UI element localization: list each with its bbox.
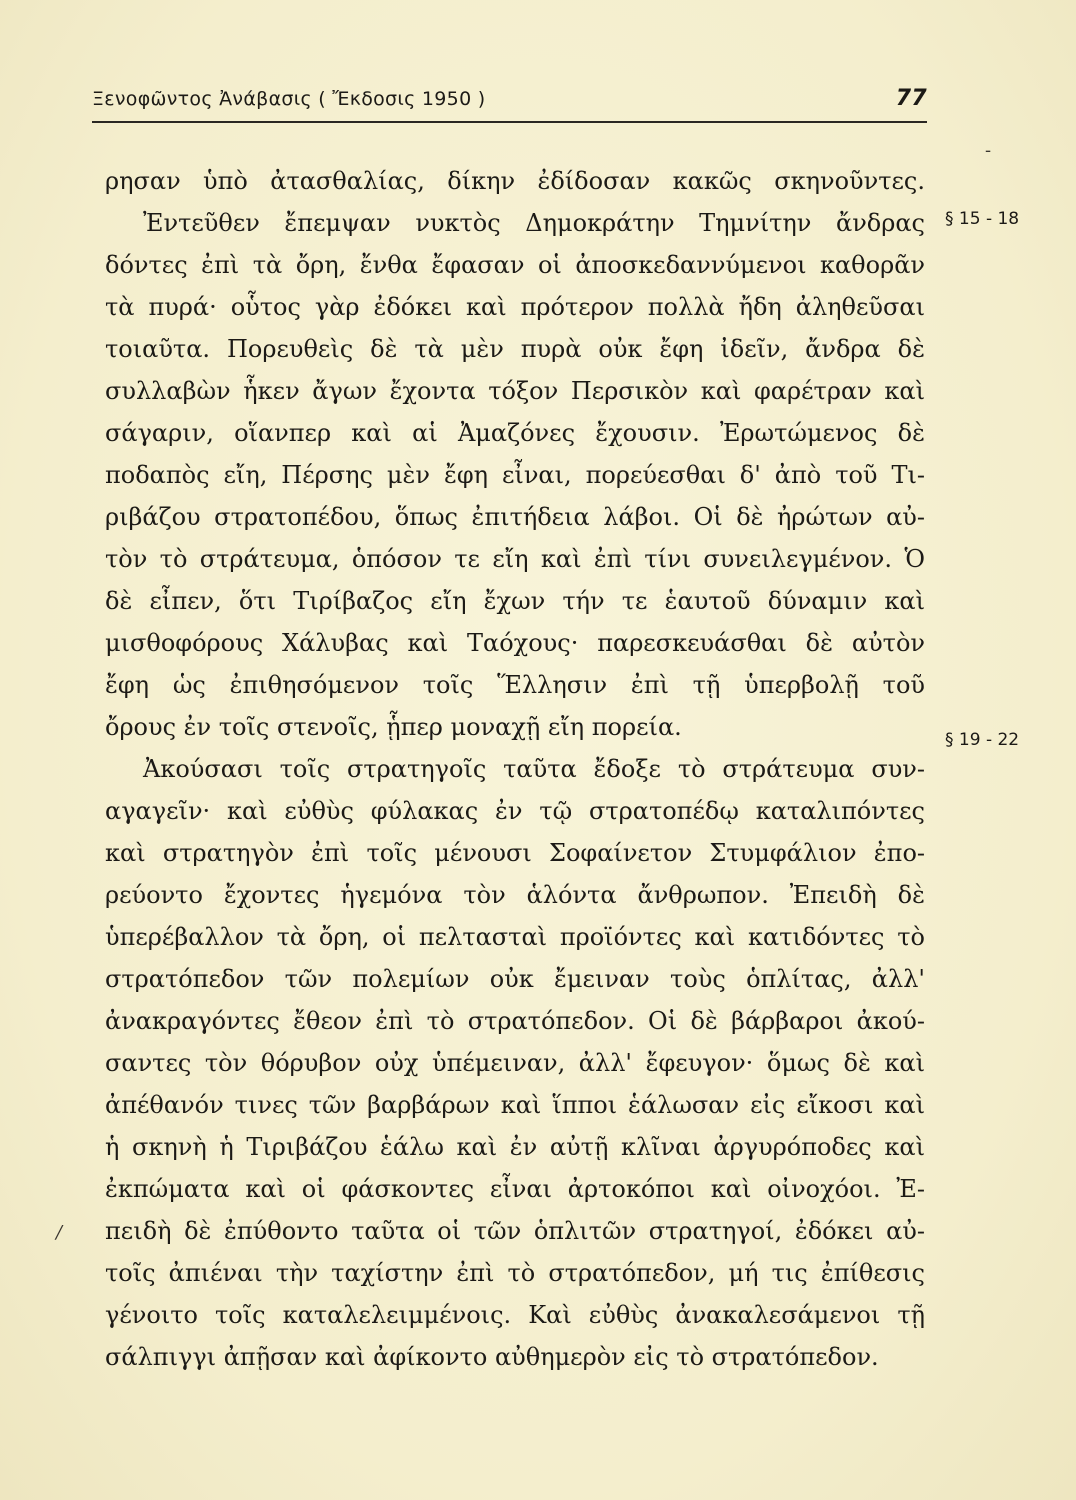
text-line: δόντες ἐπὶ τὰ ὄρη, ἔνθα ἔφασαν οἱ ἀποσκεδαννύμενοι καθορᾶν [105,251,925,279]
text-line: ὑπερέβαλλον τὰ ὄρη, οἱ πελτασταὶ προϊόντες καὶ κατιδόντες τὸ [105,923,925,951]
text-line: γένοιτο τοῖς καταλελειμμένοις. Καὶ εὐθὺς ἀνακαλεσάμενοι τῇ [105,1301,925,1329]
text-line: Ἐντεῦθεν ἔπεμψαν νυκτὸς Δημοκράτην Τημνίτην ἄνδρας [143,209,925,237]
text-line: Ἀκούσασι τοῖς στρατηγοῖς ταῦτα ἔδοξε τὸ στράτευμα συν- [143,755,925,783]
text-line: ἀνακραγόντες ἔθεον ἐπὶ τὸ στρατόπεδον. Οἱ δὲ βάρβαροι ἀκού- [105,1007,925,1035]
text-line: πειδὴ δὲ ἐπύθοντο ταῦτα οἱ τῶν ὁπλιτῶν στρατηγοί, ἐδόκει αὐ- [105,1217,925,1245]
text-line: τοῖς ἀπιέναι τὴν ταχίστην ἐπὶ τὸ στρατόπεδον, μή τις ἐπίθεσις [105,1259,925,1287]
text-line: ρησαν ὑπὸ ἀτασθαλίας, δίκην ἐδίδοσαν κακῶς σκηνοῦντες. [105,167,925,195]
text-line: ποδαπὸς εἴη, Πέρσης μὲν ἔφη εἶναι, πορεύεσθαι δ' ἀπὸ τοῦ Τι- [105,461,925,489]
text-line: ἔφη ὡς ἐπιθησόμενον τοῖς Ἕλλησιν ἐπὶ τῇ ὑπερβολῇ τοῦ [105,671,925,699]
margin-note-section-19-22: § 19 - 22 [945,730,1020,750]
text-line: σαντες τὸν θόρυβον οὐχ ὑπέμειναν, ἀλλ' ἔφευγον· ὅμως δὲ καὶ [105,1049,925,1077]
text-line: ὄρους ἐν τοῖς στενοῖς, ᾗπερ μοναχῇ εἴη πορεία. [105,713,682,741]
text-line: ρεύοντο ἔχοντες ἡγεμόνα τὸν ἁλόντα ἄνθρωπον. Ἐπειδὴ δὲ [105,881,925,909]
text-line: τὸν τὸ στράτευμα, ὁπόσον τε εἴη καὶ ἐπὶ τίνι συνειλεγμένον. Ὁ [105,545,925,573]
header-rule [92,121,927,123]
text-line: ριβάζου στρατοπέδου, ὅπως ἐπιτήδεια λάβοι. Οἱ δὲ ἠρώτων αὐ- [105,503,925,531]
margin-note-section-15-18: § 15 - 18 [945,209,1020,229]
stray-left-mark: / [56,1222,63,1243]
text-line: τὰ πυρά· οὗτος γὰρ ἐδόκει καὶ πρότερον πολλὰ ἤδη ἀληθεῦσαι [105,293,925,321]
text-line: αγαγεῖν· καὶ εὐθὺς φύλακας ἐν τῷ στρατοπέδῳ καταλιπόντες [105,797,925,825]
text-line: σάλπιγγι ἀπῇσαν καὶ ἀφίκοντο αὐθημερὸν εἰς τὸ στρατόπεδον. [105,1343,879,1371]
text-line: καὶ στρατηγὸν ἐπὶ τοῖς μένουσι Σοφαίνετον Στυμφάλιον ἐπο- [105,839,925,867]
text-line: ἡ σκηνὴ ἡ Τιριβάζου ἑάλω καὶ ἐν αὐτῇ κλῖναι ἀργυρόποδες καὶ [105,1133,925,1161]
header-title: Ξενοφῶντος Ἀνάβασις ( Ἔκδοσις 1950 ) [92,88,486,110]
text-line: σάγαριν, οἵανπερ καὶ αἱ Ἀμαζόνες ἔχουσιν. Ἐρωτώμενος δὲ [105,419,925,447]
text-line: ἀπέθανόν τινες τῶν βαρβάρων καὶ ἵπποι ἑάλωσαν εἰς εἴκοσι καὶ [105,1091,925,1119]
text-line: δὲ εἶπεν, ὅτι Τιρίβαζος εἴη ἔχων τήν τε ἑαυτοῦ δύναμιν καὶ [105,587,925,615]
text-line: μισθοφόρους Χάλυβας καὶ Ταόχους· παρεσκευάσθαι δὲ αὐτὸν [105,629,925,657]
text-line: συλλαβὼν ἧκεν ἄγων ἔχοντα τόξον Περσικὸν καὶ φαρέτραν καὶ [105,377,925,405]
stray-dash-mark: - [985,140,992,161]
page-number: 77 [895,86,927,111]
running-header [92,88,927,120]
text-line: στρατόπεδον τῶν πολεμίων οὐκ ἔμειναν τοὺς ὁπλίτας, ἀλλ' [105,965,925,993]
text-line: τοιαῦτα. Πορευθεὶς δὲ τὰ μὲν πυρὰ οὐκ ἔφη ἰδεῖν, ἄνδρα δὲ [105,335,925,363]
text-line: ἐκπώματα καὶ οἱ φάσκοντες εἶναι ἀρτοκόποι καὶ οἰνοχόοι. Ἐ- [105,1175,925,1203]
